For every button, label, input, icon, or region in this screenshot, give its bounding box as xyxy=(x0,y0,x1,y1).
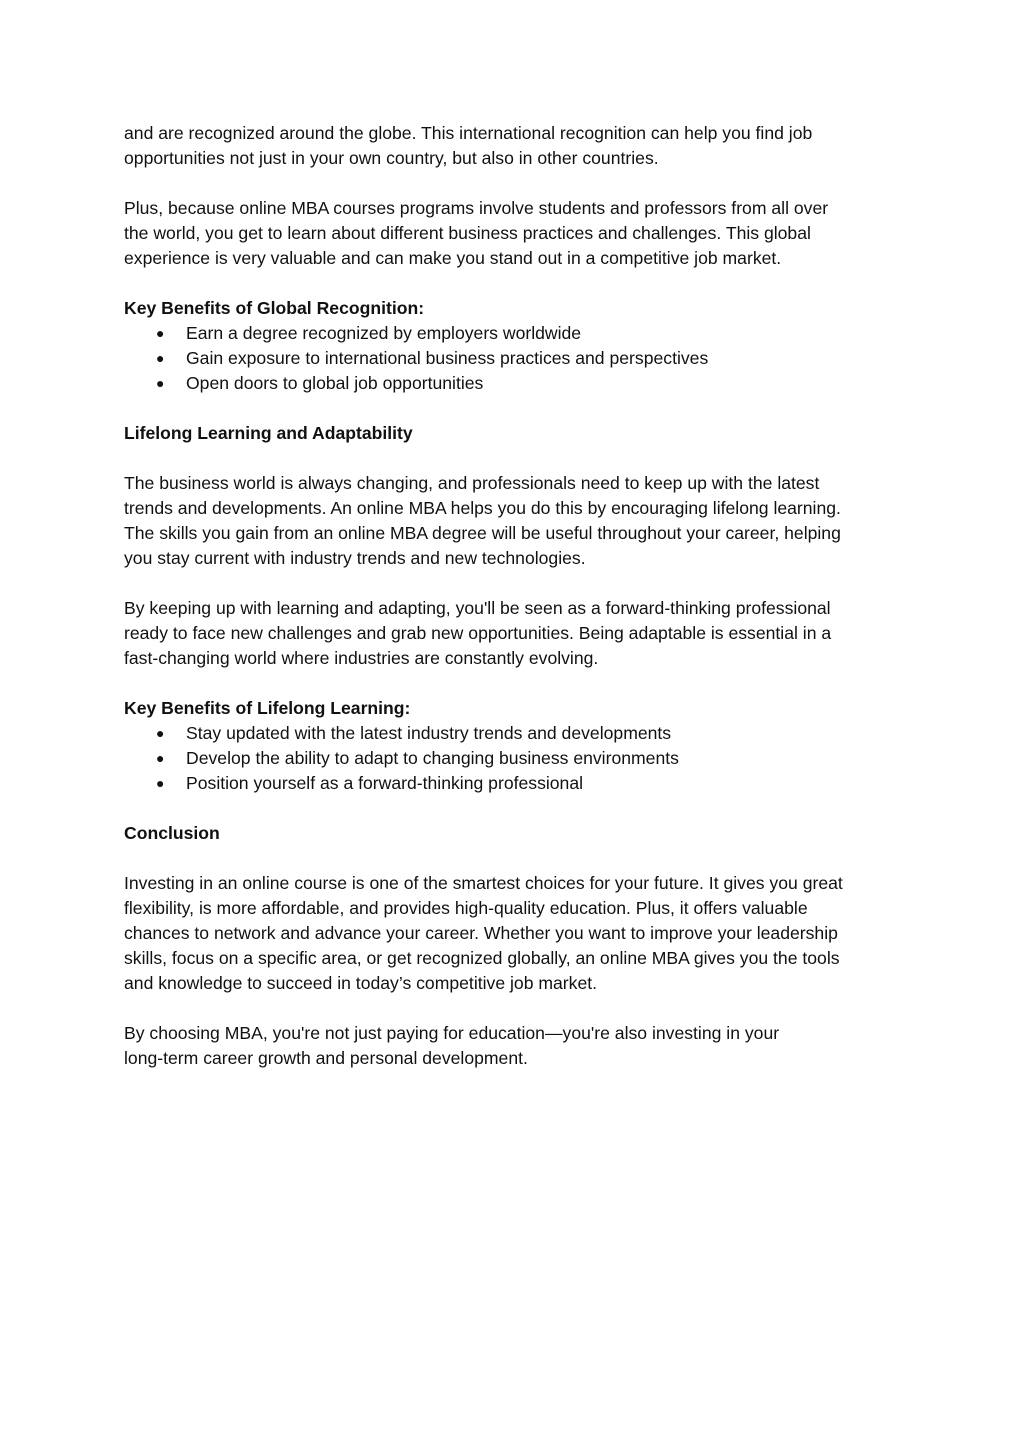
text-line: trends and developments. An online MBA helps you do this by encouraging lifelong learning. xyxy=(124,498,841,518)
lifelong-benefits-list xyxy=(124,721,904,796)
bullet-icon: ● xyxy=(156,350,165,366)
text-line: experience is very valuable and can make you stand out in a competitive job market. xyxy=(124,248,782,268)
text-line: The business world is always changing, and professionals need to keep up with the latest xyxy=(124,473,820,493)
list-item xyxy=(124,371,904,396)
text-line: and are recognized around the globe. This international recognition can help you find job xyxy=(124,123,813,143)
text-line: By choosing MBA, you're not just paying for education—you're also investing in your xyxy=(124,1023,780,1043)
list-item-text: Open doors to global job opportunities xyxy=(186,373,484,393)
text-line: ready to face new challenges and grab new opportunities. Being adaptable is essential in a xyxy=(124,623,832,643)
lifelong-paragraph-1 xyxy=(124,471,904,571)
document-page xyxy=(124,121,904,1071)
list-item-text: Develop the ability to adapt to changing business environments xyxy=(186,748,679,768)
list-item-text: Gain exposure to international business practices and perspectives xyxy=(186,348,709,368)
text-line: fast-changing world where industries are constantly evolving. xyxy=(124,648,599,668)
text-line: you stay current with industry trends and new technologies. xyxy=(124,548,586,568)
text-line: The skills you gain from an online MBA degree will be useful throughout your career, helping xyxy=(124,523,841,543)
bullet-icon: ● xyxy=(156,775,165,791)
list-item xyxy=(124,746,904,771)
global-benefits-heading: Key Benefits of Global Recognition: xyxy=(124,298,425,318)
bullet-icon: ● xyxy=(156,325,165,341)
list-item-text: Position yourself as a forward-thinking professional xyxy=(186,773,584,793)
lifelong-benefits-heading: Key Benefits of Lifelong Learning: xyxy=(124,698,411,718)
list-item xyxy=(124,321,904,346)
list-item xyxy=(124,346,904,371)
lifelong-heading: Lifelong Learning and Adaptability xyxy=(124,423,413,443)
bullet-icon: ● xyxy=(156,375,165,391)
text-line: skills, focus on a specific area, or get recognized globally, an online MBA gives you the tools xyxy=(124,948,840,968)
bullet-icon: ● xyxy=(156,750,165,766)
conclusion-paragraph-1 xyxy=(124,871,904,996)
text-line: Plus, because online MBA courses programs involve students and professors from all over xyxy=(124,198,829,218)
text-line: opportunities not just in your own country, but also in other countries. xyxy=(124,148,659,168)
intro-paragraph-2 xyxy=(124,196,904,271)
conclusion-paragraph-2 xyxy=(124,1021,904,1071)
text-line: flexibility, is more affordable, and provides high-quality education. Plus, it offers valuable xyxy=(124,898,808,918)
list-item-text: Earn a degree recognized by employers worldwide xyxy=(186,323,582,343)
text-line: By keeping up with learning and adapting, you'll be seen as a forward-thinking professional xyxy=(124,598,831,618)
list-item-text: Stay updated with the latest industry trends and developments xyxy=(186,723,672,743)
text-line: the world, you get to learn about different business practices and challenges. This global xyxy=(124,223,811,243)
text-line: long-term career growth and personal development. xyxy=(124,1048,528,1068)
text-line: Investing in an online course is one of the smartest choices for your future. It gives you great xyxy=(124,873,843,893)
conclusion-heading: Conclusion xyxy=(124,823,220,843)
list-item xyxy=(124,721,904,746)
lifelong-paragraph-2 xyxy=(124,596,904,671)
text-line: chances to network and advance your career. Whether you want to improve your leadership xyxy=(124,923,838,943)
list-item xyxy=(124,771,904,796)
bullet-icon: ● xyxy=(156,725,165,741)
intro-paragraph-1 xyxy=(124,121,904,171)
text-line: and knowledge to succeed in today’s competitive job market. xyxy=(124,973,598,993)
global-benefits-list xyxy=(124,321,904,396)
